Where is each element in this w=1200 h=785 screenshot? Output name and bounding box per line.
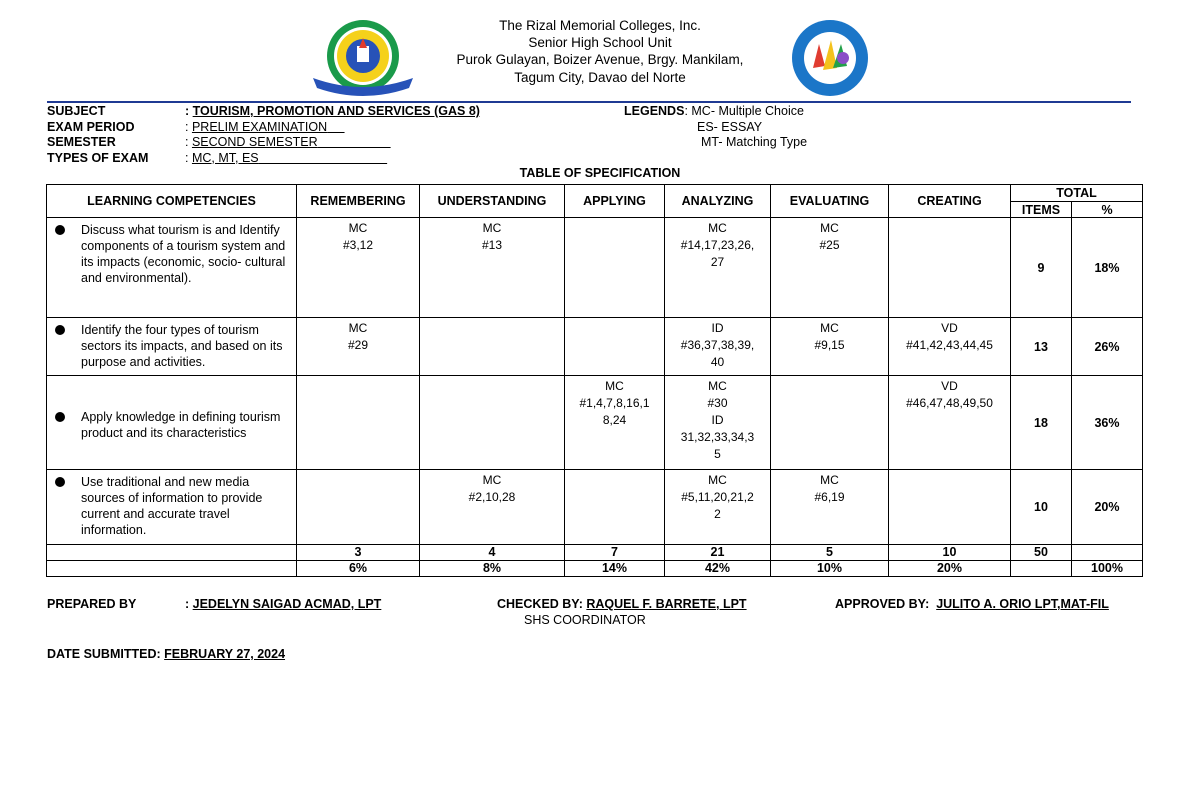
remembering-cell — [297, 218, 420, 318]
remembering-cell — [297, 318, 420, 376]
creating-cell — [889, 218, 1011, 318]
count-summary-cell: 21 — [665, 545, 771, 561]
remembering-items: MC #29 — [347, 321, 369, 352]
total-percent-cell: 20% — [1072, 470, 1143, 545]
header-divider — [47, 101, 1131, 103]
total-items-cell: 9 — [1011, 218, 1072, 318]
competency-text: Apply knowledge in defining tourism product and its characteristics — [81, 409, 281, 440]
competency-item — [47, 470, 296, 538]
percent-summary-cell: 42% — [665, 561, 771, 577]
understanding-cell — [420, 376, 565, 470]
count-summary-cell: 4 — [420, 545, 565, 561]
applying-items — [565, 218, 664, 220]
applying-cell — [565, 470, 665, 545]
subject-row: : TOURISM, PROMOTION AND SERVICES (GAS 8) — [185, 104, 480, 118]
exam-period-value: PRELIM EXAMINATION — [191, 119, 328, 134]
total-items-cell: 13 — [1011, 318, 1072, 376]
evaluating-cell — [771, 318, 889, 376]
table-row — [47, 376, 1143, 470]
header-competencies: LEARNING COMPETENCIES — [47, 185, 297, 218]
evaluating-items: MC #9,15 — [814, 321, 845, 352]
competency-cell — [47, 376, 297, 470]
bullet-icon — [55, 225, 65, 235]
applying-items — [565, 318, 664, 320]
percent-summary-row — [47, 561, 1143, 577]
analyzing-cell — [665, 470, 771, 545]
approved-by-name: JULITO A. ORIO LPT,MAT-FIL — [936, 597, 1109, 611]
creating-cell — [889, 376, 1011, 470]
creating-cell — [889, 470, 1011, 545]
competency-text: Use traditional and new media sources of information to provide current and accurate travel information. — [81, 475, 263, 537]
analyzing-cell — [665, 376, 771, 470]
date-submitted-value: FEBRUARY 27, 2024 — [164, 647, 286, 661]
count-summary-row — [47, 545, 1143, 561]
percent-summary-cell: 8% — [420, 561, 565, 577]
school-address-line1: Purok Gulayan, Boizer Avenue, Brgy. Mankilam, — [456, 52, 744, 67]
applying-items — [565, 470, 664, 472]
header-items: ITEMS — [1011, 202, 1072, 218]
applying-cell — [565, 318, 665, 376]
analyzing-items: MC #14,17,23,26, 27 — [680, 221, 755, 269]
header-understanding: UNDERSTANDING — [420, 185, 565, 218]
school-address-line2: Tagum City, Davao del Norte — [514, 70, 686, 85]
bullet-icon — [55, 325, 65, 335]
analyzing-cell — [665, 218, 771, 318]
table-row — [47, 218, 1143, 318]
checked-by-name: RAQUEL F. BARRETE, LPT — [586, 597, 747, 611]
legend-mc: MC- Multiple Choice — [691, 104, 804, 118]
header-applying: APPLYING — [565, 185, 665, 218]
competency-item — [47, 218, 296, 286]
remembering-cell — [297, 376, 420, 470]
approved-by-label: APPROVED BY: — [835, 597, 930, 611]
evaluating-items: MC #25 — [819, 221, 840, 252]
bullet-icon — [55, 477, 65, 487]
prepared-by-row: : JEDELYN SAIGAD ACMAD, LPT — [185, 597, 382, 611]
checked-by-title: SHS COORDINATOR — [524, 613, 646, 627]
understanding-cell — [420, 218, 565, 318]
competency-cell — [47, 218, 297, 318]
date-submitted-row: DATE SUBMITTED: FEBRUARY 27, 2024 — [47, 647, 286, 661]
approved-by-row — [835, 597, 1109, 611]
analyzing-items: ID #36,37,38,39, 40 — [680, 321, 755, 369]
creating-items — [889, 218, 1010, 220]
analyzing-items: MC #30 ID 31,32,33,34,3 5 — [680, 379, 755, 461]
school-unit: Senior High School Unit — [528, 35, 672, 50]
semester-row: : SECOND SEMESTER — [185, 135, 318, 149]
competency-cell — [47, 470, 297, 545]
percent-summary-cell: 6% — [297, 561, 420, 577]
header-total: TOTAL — [1011, 185, 1143, 202]
school-name: The Rizal Memorial Colleges, Inc. — [499, 18, 701, 33]
count-summary-cell: 10 — [889, 545, 1011, 561]
legend-es: ES- ESSAY — [697, 119, 763, 134]
applying-cell — [565, 218, 665, 318]
subject-value: TOURISM, PROMOTION AND SERVICES (GAS 8) — [192, 104, 480, 118]
understanding-items: MC #13 — [481, 221, 503, 252]
evaluating-items — [771, 376, 888, 378]
legends-label: LEGENDS — [624, 104, 685, 118]
count-summary-cell: 7 — [565, 545, 665, 561]
total-items-cell: 10 — [1011, 470, 1072, 545]
semester-label: SEMESTER — [47, 135, 116, 149]
total-percent-cell: 18% — [1072, 218, 1143, 318]
header-evaluating: EVALUATING — [771, 185, 889, 218]
creating-items: VD #41,42,43,44,45 — [906, 321, 993, 352]
exam-types-value: MC, MT, ES — [191, 150, 259, 165]
header-remembering: REMEMBERING — [297, 185, 420, 218]
count-summary-cell — [1072, 545, 1143, 561]
date-submitted-label: DATE SUBMITTED — [47, 647, 157, 661]
evaluating-cell — [771, 218, 889, 318]
evaluating-cell — [771, 470, 889, 545]
understanding-items: MC #2,10,28 — [468, 473, 516, 504]
total-items-cell: 18 — [1011, 376, 1072, 470]
count-summary-cell: 50 — [1011, 545, 1072, 561]
exam-types-row: : MC, MT, ES — [185, 150, 259, 165]
creating-cell — [889, 318, 1011, 376]
count-summary-cell: 3 — [297, 545, 420, 561]
prepared-by-label: PREPARED BY — [47, 597, 137, 611]
competency-cell — [47, 318, 297, 376]
checked-by-label: CHECKED BY: — [497, 597, 583, 611]
count-summary-cell: 5 — [771, 545, 889, 561]
percent-summary-cell: 100% — [1072, 561, 1143, 577]
header-percent: % — [1072, 202, 1143, 218]
evaluating-items: MC #6,19 — [814, 473, 845, 504]
analyzing-cell — [665, 318, 771, 376]
understanding-items — [420, 376, 564, 378]
competency-text: Discuss what tourism is and Identify components of a tourism system and its impacts (economic, socio- cultural and environmental). — [81, 223, 286, 285]
semester-value: SECOND SEMESTER — [191, 135, 318, 149]
understanding-cell — [420, 470, 565, 545]
legend-mt: MT- Matching Type — [701, 135, 808, 149]
specification-table — [46, 184, 1143, 577]
exam-period-row: : PRELIM EXAMINATION — [185, 119, 328, 134]
creating-items: VD #46,47,48,49,50 — [906, 379, 993, 410]
total-percent-cell: 26% — [1072, 318, 1143, 376]
remembering-cell — [297, 470, 420, 545]
exam-period-label: EXAM PERIOD — [47, 119, 135, 134]
summary-label-cell — [47, 545, 297, 561]
table-title: TABLE OF SPECIFICATION — [519, 166, 681, 180]
remembering-items — [297, 376, 419, 378]
remembering-items: MC #3,12 — [342, 221, 374, 252]
header-analyzing: ANALYZING — [665, 185, 771, 218]
analyzing-items: MC #5,11,20,21,2 2 — [681, 473, 754, 521]
remembering-items — [297, 470, 419, 472]
bullet-icon — [55, 412, 65, 422]
percent-summary-cell — [1011, 561, 1072, 577]
legend-mc-row: LEGENDS: MC- Multiple Choice — [624, 104, 804, 118]
checked-by-row — [497, 597, 747, 611]
competency-text: Identify the four types of tourism sectors its impacts, and based on its purpose and activities. — [81, 323, 283, 369]
header-creating: CREATING — [889, 185, 1011, 218]
total-percent-cell: 36% — [1072, 376, 1143, 470]
summary-label-cell — [47, 561, 297, 577]
table-row — [47, 470, 1143, 545]
evaluating-cell — [771, 376, 889, 470]
percent-summary-cell: 20% — [889, 561, 1011, 577]
applying-items: MC #1,4,7,8,16,1 8,24 — [579, 379, 650, 427]
competency-item — [47, 405, 296, 441]
applying-cell — [565, 376, 665, 470]
understanding-cell — [420, 318, 565, 376]
prepared-by-name: JEDELYN SAIGAD ACMAD, LPT — [192, 597, 382, 611]
understanding-items — [420, 318, 564, 320]
subject-label: SUBJECT — [47, 104, 106, 118]
table-row — [47, 318, 1143, 376]
percent-summary-cell: 14% — [565, 561, 665, 577]
exam-types-label: TYPES OF EXAM — [47, 150, 149, 165]
creating-items — [889, 470, 1010, 472]
competency-item — [47, 318, 296, 370]
percent-summary-cell: 10% — [771, 561, 889, 577]
